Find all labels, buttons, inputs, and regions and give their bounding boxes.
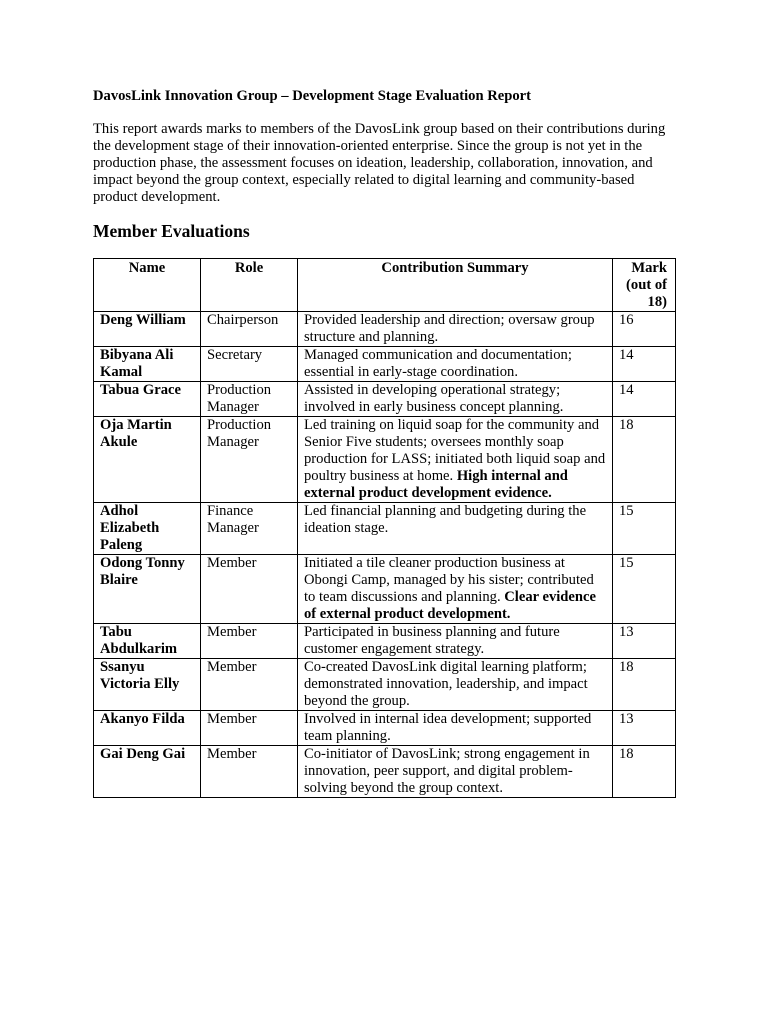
member-name: Tabua Grace [94,382,201,417]
member-name: Adhol Elizabeth Paleng [94,503,201,555]
header-contribution-summary: Contribution Summary [298,259,613,312]
member-role: Secretary [201,347,298,382]
member-mark: 13 [613,624,676,659]
member-role: Production Manager [201,417,298,503]
member-mark: 15 [613,555,676,624]
summary-text: Involved in internal idea development; supported team planning. [304,711,592,744]
section-heading: Member Evaluations [93,221,250,241]
contribution-summary [298,382,613,417]
table-row [94,503,676,555]
summary-text: Co-initiator of DavosLink; strong engagement in innovation, peer support, and digital problem-solving beyond the group context. [304,746,590,796]
table-header-row [94,259,676,312]
member-name: Bibyana Ali Kamal [94,347,201,382]
member-name: Odong Tonny Blaire [94,555,201,624]
summary-text: Managed communication and documentation; essential in early-stage coordination. [304,347,572,380]
header-role: Role [201,259,298,312]
member-mark: 18 [613,659,676,711]
table-row [94,746,676,798]
contribution-summary [298,711,613,746]
member-mark: 15 [613,503,676,555]
contribution-summary [298,417,613,503]
member-mark: 18 [613,746,676,798]
member-name: Akanyo Filda [94,711,201,746]
report-page [93,88,675,798]
table-row [94,312,676,347]
member-role: Member [201,746,298,798]
member-role: Member [201,624,298,659]
contribution-summary [298,347,613,382]
summary-text: Led training on liquid soap for the community and Senior Five students; oversees monthly soap production for LASS; initiated both liquid soap and poultry business at home. [304,417,606,484]
table-row [94,347,676,382]
member-mark: 14 [613,382,676,417]
contribution-summary [298,624,613,659]
contribution-summary [298,503,613,555]
table-row [94,711,676,746]
header-mark: Mark (out of 18) [613,259,676,312]
summary-highlight: Clear evidence of external product development. [304,589,596,622]
summary-text: Co-created DavosLink digital learning platform; demonstrated innovation, leadership, and impact beyond the group. [304,659,588,709]
table-row [94,417,676,503]
member-mark: 18 [613,417,676,503]
table-row [94,382,676,417]
member-role: Member [201,659,298,711]
summary-highlight: High internal and external product development evidence. [304,468,568,501]
member-name: Deng William [94,312,201,347]
table-row [94,555,676,624]
summary-text: Initiated a tile cleaner production business at Obongi Camp, managed by his sister; contributed to team discussions and planning. [304,555,594,605]
contribution-summary [298,312,613,347]
member-role: Production Manager [201,382,298,417]
table-row [94,659,676,711]
summary-text: Assisted in developing operational strategy; involved in early business concept planning. [304,382,564,415]
member-name: Gai Deng Gai [94,746,201,798]
summary-text: Participated in business planning and future customer engagement strategy. [304,624,560,657]
member-mark: 14 [613,347,676,382]
summary-text: Provided leadership and direction; oversaw group structure and planning. [304,312,595,345]
table-row [94,624,676,659]
member-role: Member [201,555,298,624]
member-role: Finance Manager [201,503,298,555]
member-role: Chairperson [201,312,298,347]
member-mark: 16 [613,312,676,347]
summary-text: Led financial planning and budgeting during the ideation stage. [304,503,587,536]
contribution-summary [298,659,613,711]
member-name: Ssanyu Victoria Elly [94,659,201,711]
member-evaluations-table [93,258,676,798]
member-role: Member [201,711,298,746]
intro-paragraph: This report awards marks to members of the DavosLink group based on their contributions during the development stage of their innovation-oriented enterprise. Since the group is not yet in the production phase, the assessment focuses on ideation, leadership, collaboration, innovation, and impact beyond the group context, especially related to digital learning and community-based product development. [93,121,666,205]
member-name: Tabu Abdulkarim [94,624,201,659]
contribution-summary [298,555,613,624]
table-body [94,312,676,798]
header-name: Name [94,259,201,312]
member-mark: 13 [613,711,676,746]
contribution-summary [298,746,613,798]
document-title: DavosLink Innovation Group – Development Stage Evaluation Report [93,88,531,104]
member-name: Oja Martin Akule [94,417,201,503]
